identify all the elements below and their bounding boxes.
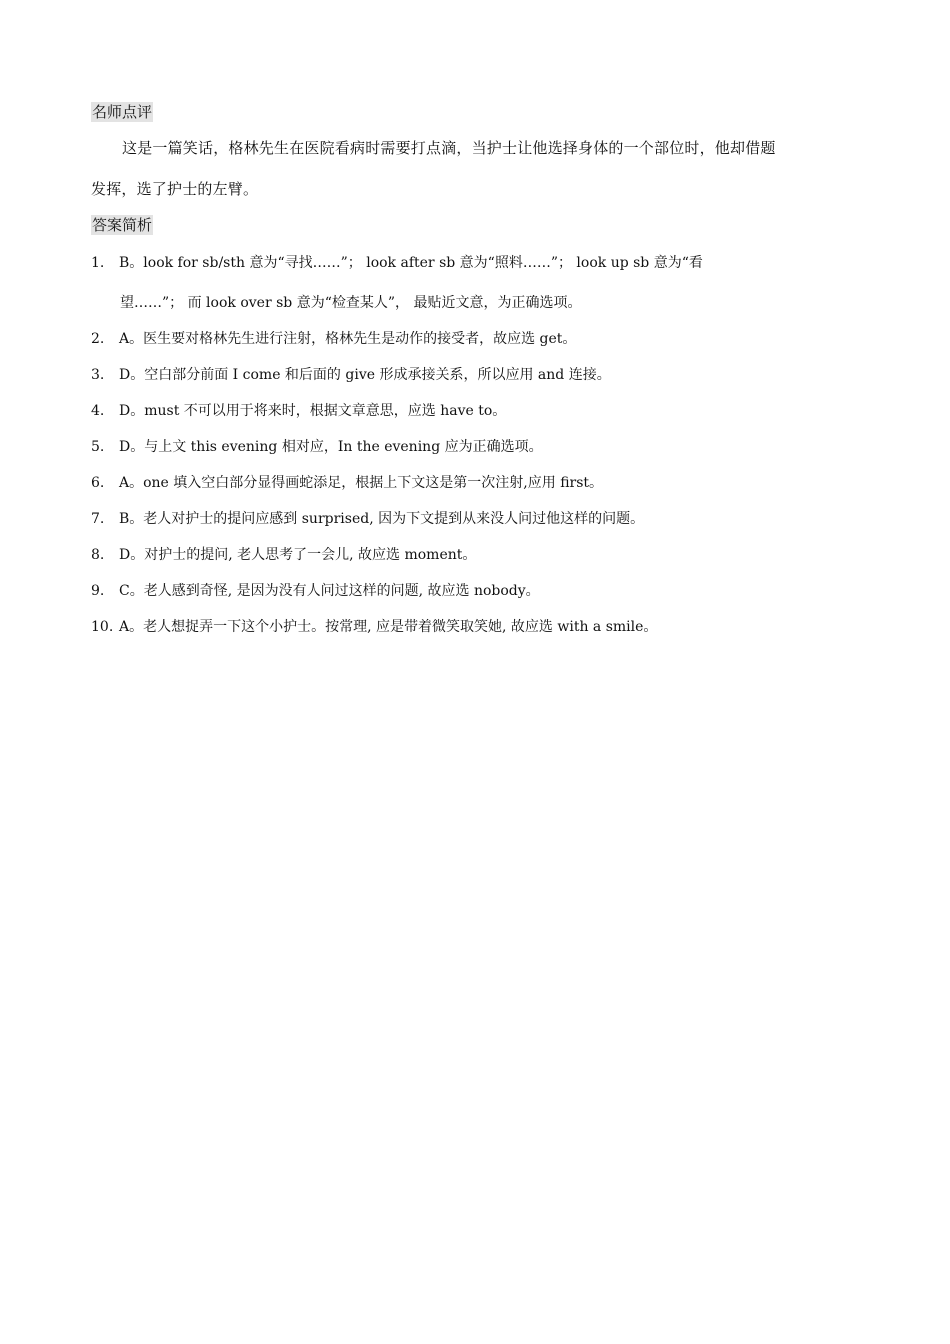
answer-number: 6. bbox=[91, 475, 105, 491]
answer-item-10 bbox=[91, 616, 861, 636]
review-paragraph-line-1: 这是一篇笑话，格林先生在医院看病时需要打点滴，当护士让他选择身体的一个部位时，他却借题 bbox=[122, 139, 776, 157]
review-heading: 名师点评 bbox=[92, 103, 153, 121]
answer-number: 5. bbox=[91, 439, 105, 455]
answer-text: B。老人对护士的提问应感到 surprised, 因为下文提到从来没人问过他这样的问题。 bbox=[119, 511, 645, 527]
answer-number: 3. bbox=[91, 367, 105, 383]
answer-text: B。look for sb/sth 意为“寻找……”； look after sb 意为“照料……”； look up sb 意为“看 bbox=[119, 255, 703, 271]
answer-number: 10. bbox=[91, 619, 114, 635]
review-paragraph-line-2: 发挥，选了护士的左臂。 bbox=[91, 180, 259, 198]
answer-item-4 bbox=[91, 400, 861, 420]
answer-number: 9. bbox=[91, 583, 105, 599]
answer-number: 7. bbox=[91, 511, 105, 527]
answer-number: 2. bbox=[91, 331, 105, 347]
answer-item-6 bbox=[91, 472, 861, 492]
answer-number: 4. bbox=[91, 403, 105, 419]
answer-item-8 bbox=[91, 544, 861, 564]
answers-heading: 答案简析 bbox=[92, 216, 153, 234]
answer-item-2 bbox=[91, 328, 861, 348]
answer-number: 1. bbox=[91, 255, 105, 271]
answer-number: 8. bbox=[91, 547, 105, 563]
answer-item-7 bbox=[91, 508, 861, 528]
answer-item-9 bbox=[91, 580, 861, 600]
answer-text: A。one 填入空白部分显得画蛇添足，根据上下文这是第一次注射,应用 first。 bbox=[119, 475, 604, 491]
answer-text: D。与上文 this evening 相对应，In the evening 应为正确选项。 bbox=[119, 439, 543, 455]
answer-text: D。must 不可以用于将来时，根据文章意思，应选 have to。 bbox=[119, 403, 507, 419]
answer-text: C。老人感到奇怪, 是因为没有人问过这样的问题, 故应选 nobody。 bbox=[119, 583, 540, 599]
answer-text: A。老人想捉弄一下这个小护士。按常理, 应是带着微笑取笑她, 故应选 with a smile。 bbox=[119, 619, 658, 635]
answer-text: D。对护士的提问, 老人思考了一会儿, 故应选 moment。 bbox=[119, 547, 477, 563]
answer-text: A。医生要对格林先生进行注射，格林先生是动作的接受者，故应选 get。 bbox=[119, 331, 577, 347]
answer-item-1 bbox=[91, 252, 861, 272]
answer-text: D。空白部分前面 I come 和后面的 give 形成承接关系，所以应用 and 连接。 bbox=[119, 367, 611, 383]
answer-item-1-continuation: 望……”； 而 look over sb 意为“检查某人”， 最贴近文意，为正确选项。 bbox=[120, 295, 582, 311]
answer-item-3 bbox=[91, 364, 861, 384]
answer-item-5 bbox=[91, 436, 861, 456]
